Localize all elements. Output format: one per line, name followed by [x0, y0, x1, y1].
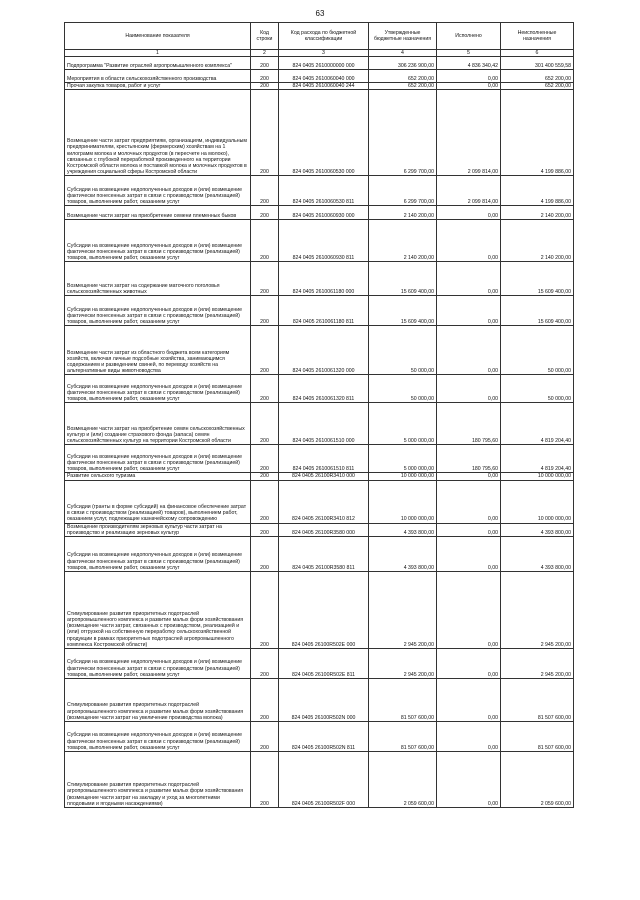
cell-indicator-name: Субсидии на возмещение недополученных доходов и (или) возмещение фактически понесенных затрат в связи с производством (реализацией) товаров, выполнением работ, оказанием услуг [65, 220, 251, 262]
cell-line-code: 200 [251, 752, 279, 808]
cell-approved: 2 945 200,00 [369, 649, 437, 679]
cell-unexecuted: 652 200,00 [501, 83, 574, 90]
column-number: 2 [251, 50, 279, 57]
cell-budget-code: 824 0405 2610000000 000 [279, 57, 369, 70]
cell-line-code: 200 [251, 220, 279, 262]
column-number: 1 [65, 50, 251, 57]
cell-approved: 2 140 200,00 [369, 220, 437, 262]
cell-approved: 15 609 400,00 [369, 296, 437, 326]
table-row [65, 572, 574, 649]
table-row [65, 70, 574, 83]
cell-executed: 180 795,60 [437, 403, 501, 445]
cell-indicator-name: Субсидии на возмещение недополученных доходов и (или) возмещение фактически понесенных затрат в связи с производством (реализацией) товаров, выполнением работ, оказанием услуг [65, 445, 251, 473]
cell-approved: 2 140 200,00 [369, 206, 437, 220]
cell-approved: 2 945 200,00 [369, 572, 437, 649]
cell-line-code: 200 [251, 262, 279, 296]
cell-executed: 0,00 [437, 220, 501, 262]
table-row [65, 679, 574, 722]
cell-line-code: 200 [251, 473, 279, 480]
cell-line-code: 200 [251, 206, 279, 220]
cell-line-code: 200 [251, 403, 279, 445]
cell-budget-code: 824 0405 2610061180 000 [279, 262, 369, 296]
cell-budget-code: 824 0405 26100R502N 000 [279, 679, 369, 722]
table-row [65, 90, 574, 176]
cell-line-code: 200 [251, 445, 279, 473]
cell-line-code: 200 [251, 296, 279, 326]
cell-executed: 0,00 [437, 473, 501, 480]
table-row [65, 752, 574, 808]
cell-approved: 4 393 800,00 [369, 537, 437, 572]
cell-budget-code: 824 0405 26100R502E 000 [279, 572, 369, 649]
table-row [65, 722, 574, 752]
table-row [65, 220, 574, 262]
cell-indicator-name: Подпрограмма "Развитие отраслей агропромышленного комплекса" [65, 57, 251, 70]
cell-budget-code: 824 0405 2610061510 000 [279, 403, 369, 445]
cell-budget-code: 824 0405 26100R502F 000 [279, 752, 369, 808]
table-body [65, 57, 574, 808]
cell-line-code: 200 [251, 572, 279, 649]
cell-budget-code: 824 0405 26100R3580 811 [279, 537, 369, 572]
cell-executed: 4 836 340,42 [437, 57, 501, 70]
cell-unexecuted: 652 200,00 [501, 70, 574, 83]
column-number-row [65, 50, 574, 57]
cell-indicator-name: Субсидии (гранты в форме субсидий) на финансовое обеспечение затрат в связи с производством (реализацией) товаров), выполнением работ, оказанием услуг, подлежащие казначейскому сопровождению [65, 480, 251, 523]
table-row [65, 176, 574, 206]
cell-unexecuted: 15 609 400,00 [501, 262, 574, 296]
cell-unexecuted: 50 000,00 [501, 326, 574, 375]
table-row [65, 537, 574, 572]
table-row [65, 375, 574, 403]
cell-line-code: 200 [251, 523, 279, 536]
cell-line-code: 200 [251, 70, 279, 83]
cell-budget-code: 824 0405 2610060930 811 [279, 220, 369, 262]
cell-approved: 652 200,00 [369, 70, 437, 83]
table-row [65, 473, 574, 480]
header-indicator-name: Наименование показателя [65, 23, 251, 50]
cell-approved: 81 507 600,00 [369, 679, 437, 722]
cell-approved: 2 059 600,00 [369, 752, 437, 808]
cell-budget-code: 824 0405 26100R502N 811 [279, 722, 369, 752]
table-row [65, 206, 574, 220]
cell-line-code: 200 [251, 326, 279, 375]
cell-indicator-name: Прочая закупка товаров, работ и услуг [65, 83, 251, 90]
cell-approved: 10 000 000,00 [369, 480, 437, 523]
table-row [65, 83, 574, 90]
cell-approved: 50 000,00 [369, 326, 437, 375]
cell-unexecuted: 15 609 400,00 [501, 296, 574, 326]
cell-executed: 0,00 [437, 83, 501, 90]
cell-executed: 0,00 [437, 572, 501, 649]
cell-executed: 0,00 [437, 523, 501, 536]
header-unexecuted: Неисполненные назначения [501, 23, 574, 50]
cell-approved: 81 507 600,00 [369, 722, 437, 752]
cell-indicator-name: Возмещение производителям зерновых культур части затрат на производство и реализацию зерновых культур [65, 523, 251, 536]
cell-unexecuted: 4 393 800,00 [501, 523, 574, 536]
table-row [65, 296, 574, 326]
cell-unexecuted: 4 819 204,40 [501, 403, 574, 445]
cell-unexecuted: 4 199 886,00 [501, 176, 574, 206]
cell-budget-code: 824 0405 2610061320 000 [279, 326, 369, 375]
cell-approved: 5 000 000,00 [369, 403, 437, 445]
cell-line-code: 200 [251, 83, 279, 90]
table-row [65, 649, 574, 679]
cell-budget-code: 824 0405 26100R502E 811 [279, 649, 369, 679]
cell-executed: 0,00 [437, 537, 501, 572]
header-executed: Исполнено [437, 23, 501, 50]
cell-indicator-name: Возмещение части затрат предприятиям, организациям, индивидуальным предпринимателям, крестьянским (фермерским) хозяйствам на 1 килограмм молока и молочных продуктов (в пересчете на молоко), связанных с глубокой переработкой произведенного на территории Костромской области молока и поставкой молока и молочных продуктов в учреждения социальной сферы Костромской области [65, 90, 251, 176]
cell-line-code: 200 [251, 537, 279, 572]
cell-indicator-name: Возмещение части затрат на приобретение семян сельскохозяйственных культур и (или) создание страхового фонда (запаса) семян сельскохозяйственных культур на территории Костромской области [65, 403, 251, 445]
cell-indicator-name: Развитие сельского туризма [65, 473, 251, 480]
cell-unexecuted: 4 199 886,00 [501, 90, 574, 176]
cell-indicator-name: Субсидии на возмещение недополученных доходов и (или) возмещение фактически понесенных затрат в связи с производством (реализацией) товаров, выполнением работ, оказанием услуг [65, 722, 251, 752]
cell-unexecuted: 81 507 600,00 [501, 679, 574, 722]
cell-executed: 0,00 [437, 262, 501, 296]
table-row [65, 445, 574, 473]
cell-executed: 2 099 814,00 [437, 90, 501, 176]
cell-executed: 0,00 [437, 679, 501, 722]
cell-indicator-name: Субсидии на возмещение недополученных доходов и (или) возмещение фактически понесенных затрат в связи с производством (реализацией) товаров, выполнением работ, оказанием услуг [65, 649, 251, 679]
cell-executed: 180 795,60 [437, 445, 501, 473]
cell-unexecuted: 301 400 559,58 [501, 57, 574, 70]
cell-indicator-name: Возмещение части затрат на содержание маточного поголовья сельскохозяйственных животных [65, 262, 251, 296]
cell-executed: 0,00 [437, 480, 501, 523]
cell-approved: 4 393 800,00 [369, 523, 437, 536]
cell-approved: 6 299 700,00 [369, 90, 437, 176]
cell-approved: 6 299 700,00 [369, 176, 437, 206]
cell-line-code: 200 [251, 57, 279, 70]
cell-line-code: 200 [251, 480, 279, 523]
cell-executed: 0,00 [437, 70, 501, 83]
cell-budget-code: 824 0405 26100R3410 812 [279, 480, 369, 523]
cell-unexecuted: 4 393 800,00 [501, 537, 574, 572]
table-row [65, 523, 574, 536]
cell-executed: 2 099 814,00 [437, 176, 501, 206]
cell-line-code: 200 [251, 679, 279, 722]
cell-indicator-name: Субсидии на возмещение недополученных доходов и (или) возмещение фактически понесенных затрат в связи с производством (реализацией) товаров, выполнением работ, оказанием услуг [65, 296, 251, 326]
column-number: 5 [437, 50, 501, 57]
cell-approved: 652 200,00 [369, 83, 437, 90]
cell-line-code: 200 [251, 722, 279, 752]
cell-executed: 0,00 [437, 206, 501, 220]
cell-budget-code: 824 0405 2610060530 000 [279, 90, 369, 176]
header-line-code: Код строки [251, 23, 279, 50]
cell-indicator-name: Стимулирование развития приоритетных подотраслей агропромышленного комплекса и развитие малых форм хозяйствования (возмещение части затрат на закладку и уход за многолетними плодовыми и ягодными насаждениями) [65, 752, 251, 808]
cell-executed: 0,00 [437, 649, 501, 679]
cell-executed: 0,00 [437, 752, 501, 808]
cell-indicator-name: Стимулирование развития приоритетных подотраслей агропромышленного комплекса и развитие малых форм хозяйствования (возмещение части затрат, связанных с производством, реализацией и (или) отгрузкой на собственную переработку сельскохозяйственной продукции в рамках приоритетных подотраслей агропромышленного комплекса Костромской области) [65, 572, 251, 649]
cell-executed: 0,00 [437, 375, 501, 403]
cell-budget-code: 824 0405 2610060040 244 [279, 83, 369, 90]
header-budget-code: Код расхода по бюджетной классификации [279, 23, 369, 50]
cell-line-code: 200 [251, 375, 279, 403]
cell-unexecuted: 2 059 600,00 [501, 752, 574, 808]
cell-executed: 0,00 [437, 326, 501, 375]
cell-indicator-name: Субсидии на возмещение недополученных доходов и (или) возмещение фактически понесенных затрат в связи с производством (реализацией) товаров, выполнением работ, оказанием услуг [65, 176, 251, 206]
column-number: 6 [501, 50, 574, 57]
cell-executed: 0,00 [437, 722, 501, 752]
cell-unexecuted: 2 945 200,00 [501, 649, 574, 679]
column-number: 3 [279, 50, 369, 57]
cell-budget-code: 824 0405 2610060930 000 [279, 206, 369, 220]
cell-budget-code: 824 0405 26100R3410 000 [279, 473, 369, 480]
cell-approved: 10 000 000,00 [369, 473, 437, 480]
header-approved: Утвержденные бюджетные назначения [369, 23, 437, 50]
cell-unexecuted: 2 140 200,00 [501, 206, 574, 220]
table-row [65, 480, 574, 523]
cell-indicator-name: Возмещение части затрат из областного бюджета всем категориям хозяйств, включая личные подсобные хозяйства, занимающимся содержанием и разведением свиней, по переводу хозяйств на альтернативные виды животноводства [65, 326, 251, 375]
cell-indicator-name: Возмещение части затрат на приобретение семени племенных быков [65, 206, 251, 220]
cell-budget-code: 824 0405 2610061320 811 [279, 375, 369, 403]
cell-unexecuted: 81 507 600,00 [501, 722, 574, 752]
cell-unexecuted: 10 000 000,00 [501, 480, 574, 523]
page-number: 63 [315, 9, 325, 18]
cell-unexecuted: 2 945 200,00 [501, 572, 574, 649]
cell-indicator-name: Субсидии на возмещение недополученных доходов и (или) возмещение фактически понесенных затрат в связи с производством (реализацией) товаров, выполнением работ, оказанием услуг [65, 537, 251, 572]
table-header-row [65, 23, 574, 50]
cell-budget-code: 824 0405 2610060530 811 [279, 176, 369, 206]
cell-budget-code: 824 0405 2610061510 811 [279, 445, 369, 473]
cell-unexecuted: 10 000 000,00 [501, 473, 574, 480]
cell-budget-code: 824 0405 2610060040 000 [279, 70, 369, 83]
cell-budget-code: 824 0405 26100R3580 000 [279, 523, 369, 536]
cell-indicator-name: Субсидии на возмещение недополученных доходов и (или) возмещение фактически понесенных затрат в связи с производством (реализацией) товаров, выполнением работ, оказанием услуг [65, 375, 251, 403]
cell-approved: 50 000,00 [369, 375, 437, 403]
cell-line-code: 200 [251, 90, 279, 176]
table-row [65, 326, 574, 375]
table-row [65, 403, 574, 445]
cell-indicator-name: Мероприятия в области сельскохозяйственного производства [65, 70, 251, 83]
cell-approved: 15 609 400,00 [369, 262, 437, 296]
column-number: 4 [369, 50, 437, 57]
cell-unexecuted: 50 000,00 [501, 375, 574, 403]
cell-line-code: 200 [251, 176, 279, 206]
cell-approved: 5 000 000,00 [369, 445, 437, 473]
table-row [65, 57, 574, 70]
cell-line-code: 200 [251, 649, 279, 679]
cell-indicator-name: Стимулирование развития приоритетных подотраслей агропромышленного комплекса и развитие малых форм хозяйствования (возмещение части затрат на увеличение производства молока) [65, 679, 251, 722]
cell-unexecuted: 2 140 200,00 [501, 220, 574, 262]
cell-approved: 306 236 900,00 [369, 57, 437, 70]
cell-unexecuted: 4 819 204,40 [501, 445, 574, 473]
table-row [65, 262, 574, 296]
budget-execution-table [64, 22, 574, 808]
cell-budget-code: 824 0405 2610061180 811 [279, 296, 369, 326]
cell-executed: 0,00 [437, 296, 501, 326]
